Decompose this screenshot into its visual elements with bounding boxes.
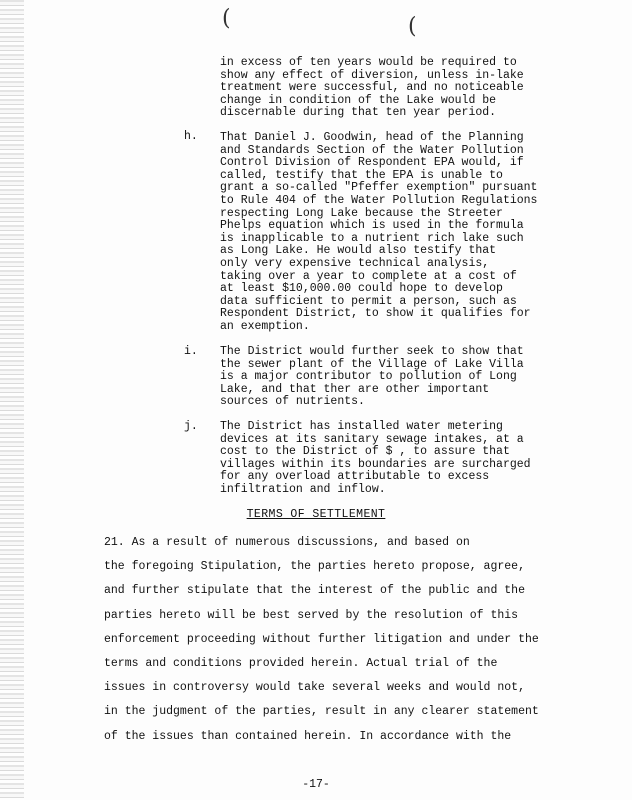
text-line: Respondent District, to show it qualifies for <box>220 307 531 321</box>
text-line: grant a so-called "Pfeffer exemption" pursuant <box>220 181 538 195</box>
text-line: The District has installed water metering <box>220 420 503 433</box>
text-line: to Rule 404 of the Water Pollution Regulations <box>220 193 538 207</box>
text-line: at least $10,000.00 could hope to develop <box>220 282 503 296</box>
text-line: The District would further seek to show that <box>220 345 524 358</box>
paragraph-item-i <box>220 346 560 409</box>
text-line: change in condition of the Lake would be <box>220 93 497 107</box>
text-line: devices at its sanitary sewage intakes, at a <box>220 432 524 446</box>
item-label-j: j. <box>184 420 198 433</box>
body-paragraph-21 <box>104 531 574 749</box>
text-line: in the judgment of the parties, result in any clearer statement <box>104 705 539 719</box>
punch-hole-mark-right: ( <box>408 14 417 39</box>
text-line: 21. As a result of numerous discussions, and based on <box>104 536 470 549</box>
text-line: an exemption. <box>220 319 310 333</box>
item-label-h: h. <box>184 130 198 143</box>
text-line: discernable during that ten year period. <box>220 106 497 120</box>
text-line: the sewer plant of the Village of Lake Villa <box>220 357 524 371</box>
item-label-i: i. <box>184 345 198 358</box>
text-line: That Daniel J. Goodwin, head of the Planning <box>220 131 524 144</box>
text-line: for any overload attributable to excess <box>220 470 490 484</box>
text-line: Control Division of Respondent EPA would, if <box>220 156 524 170</box>
page-number: -17- <box>302 778 330 791</box>
text-line: cost to the District of $ , to assure that <box>220 445 510 459</box>
text-line: is a major contributor to pollution of Long <box>220 370 517 384</box>
text-line: the foregoing Stipulation, the parties hereto propose, agree, <box>104 560 525 574</box>
text-line: enforcement proceeding without further litigation and under the <box>104 632 539 646</box>
text-line: in excess of ten years would be required to <box>220 56 517 69</box>
paragraph-continued <box>220 57 560 120</box>
punch-hole-mark-left: ( <box>222 6 231 31</box>
scan-edge <box>0 0 24 800</box>
text-line: respecting Long Lake because the Streeter <box>220 206 503 220</box>
text-line: and Standards Section of the Water Pollution <box>220 143 524 157</box>
text-line: infiltration and inflow. <box>220 482 386 496</box>
text-line: as Long Lake. He would also testify that <box>220 244 497 258</box>
text-line: show any effect of diversion, unless in-lake <box>220 68 524 82</box>
text-line: taking over a year to complete at a cost of <box>220 269 517 283</box>
text-line: terms and conditions provided herein. Actual trial of the <box>104 656 498 670</box>
section-heading: TERMS OF SETTLEMENT <box>246 508 386 521</box>
text-line: Phelps equation which is used in the formula <box>220 219 524 233</box>
text-line: of the issues than contained herein. In accordance with the <box>104 729 512 743</box>
text-line: treatment were successful, and no noticeable <box>220 81 524 95</box>
text-line: Lake, and that ther are other important <box>220 382 490 396</box>
text-line: and further stipulate that the interest of the public and the <box>104 584 525 598</box>
text-line: issues in controversy would take several weeks and would not, <box>104 681 525 695</box>
text-line: only very expensive technical analysis, <box>220 256 490 270</box>
text-line: villages within its boundaries are surcharged <box>220 457 531 471</box>
paragraph-item-j <box>220 421 560 497</box>
text-line: is inapplicable to a nutrient rich lake such <box>220 231 524 245</box>
paragraph-item-h <box>220 132 560 334</box>
text-line: parties hereto will be best served by the resolution of this <box>104 608 519 622</box>
text-line: data sufficient to permit a person, such as <box>220 294 517 308</box>
text-line: sources of nutrients. <box>220 395 365 409</box>
text-line: called, testify that the EPA is unable to <box>220 168 503 182</box>
